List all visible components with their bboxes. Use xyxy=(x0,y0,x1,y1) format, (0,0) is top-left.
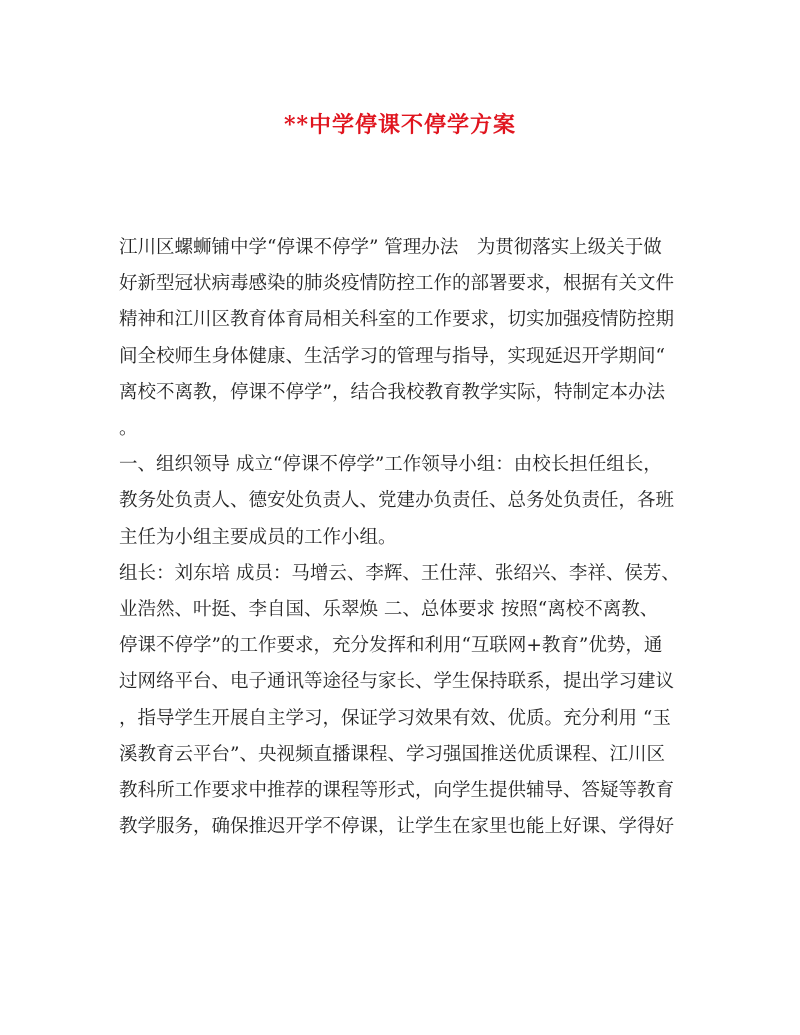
paragraph-intro: 江川区螺蛳铺中学“停课不停学” 管理办法 为贯彻落实上级关于做 好新型冠状病毒感染的肺炎疫情防控工作的部署要求，根据有关文件 精神和江川区教育体育局相关科室的工作要求，切实加强疫情防控期 间全校师生身体健康、生活学习的管理与指导，实现延迟开学期间“ 离校不离教，停课不停学”，结合我校教育教学实际，特制定本办法 。 xyxy=(119,237,675,440)
document-body xyxy=(119,230,687,845)
document-title: **中学停课不停学方案 xyxy=(283,112,516,138)
paragraph-members-requirements: 组长：刘东培 成员：马增云、李辉、王仕萍、张绍兴、李祥、侯芳、 业浩然、叶挺、李自国、乐翠焕 二、总体要求 按照“离校不离教、 停课不停学”的工作要求，充分发挥和利用“互联网+教育”优势，通 过网络平台、电子通讯等途径与家长、学生保持联系，提出学习建议 ，指导学生开展自主学习，保证学习效果有效、优质。充分利用 “玉 溪教育云平台”、央视频直播课程、学习强国推送优质课程、江川区 教科所工作要求中推荐的课程等形式，向学生提供辅导、答疑等教育 教学服务，确保推迟开学不停课，让学生在家里也能上好课、学得好 xyxy=(119,562,680,838)
paragraph-organization: 一、组织领导 成立“停课不停学”工作领导小组：由校长担任组长， 教务处负责人、德安处负责人、党建办负责任、总务处负责任，各班 主任为小组主要成员的工作小组。 xyxy=(119,454,675,548)
